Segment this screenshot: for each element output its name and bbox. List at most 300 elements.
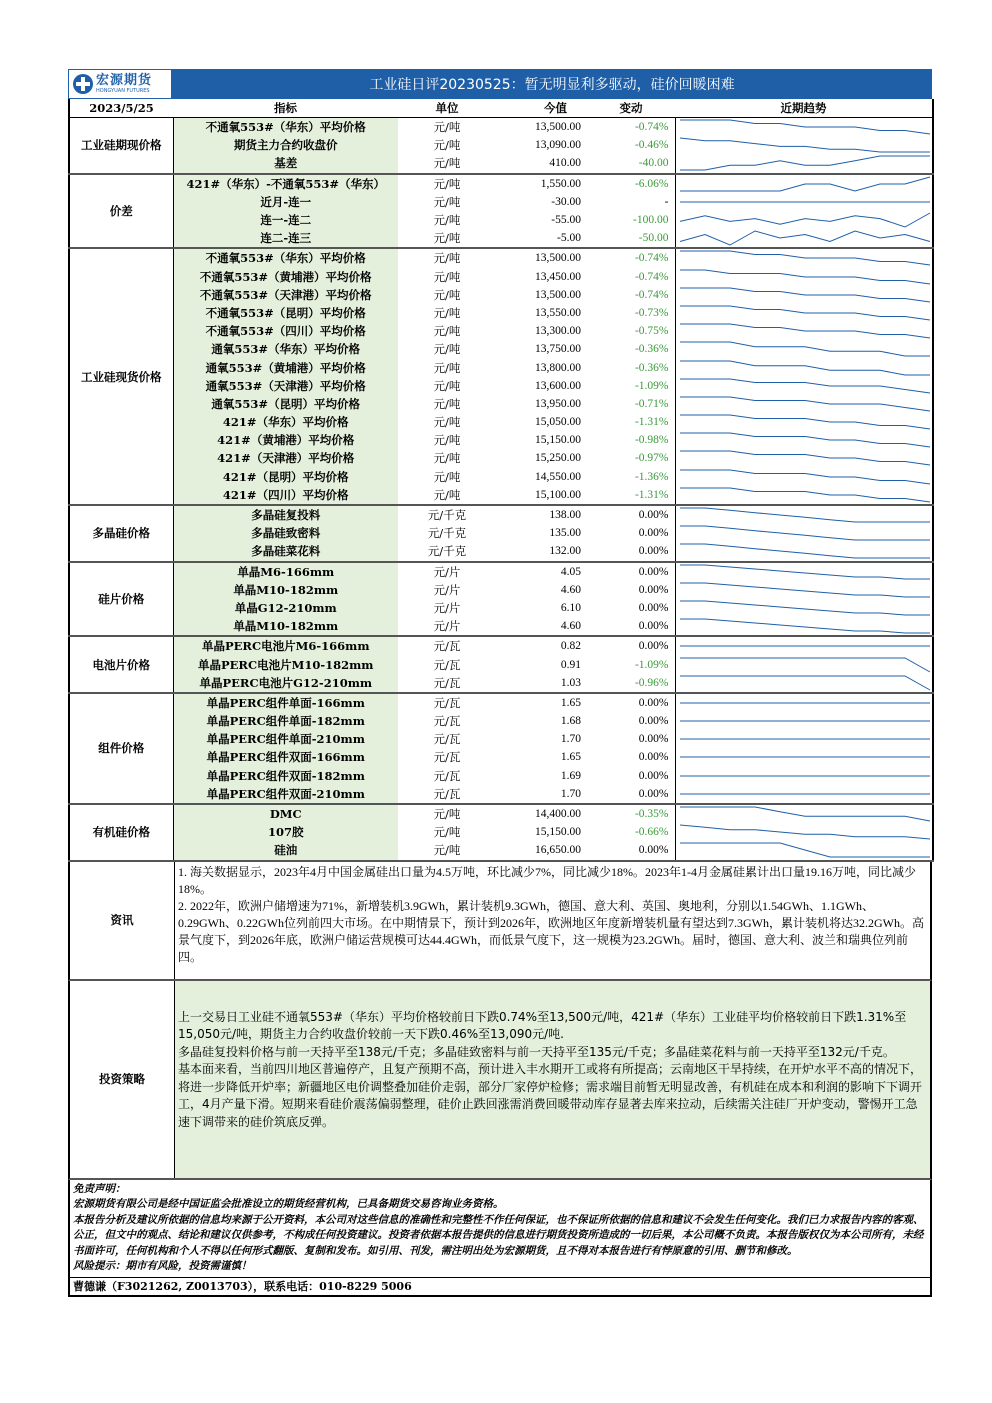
table-row (69, 449, 933, 467)
disclaimer-line: 本报告分析及建议所依据的信息均来源于公开资料，本公司对这些信息的准确性和完整性不作任何保证，也不保证所依据的信息和建议不会发生任何变化。我们已力求报告内容的客观、公正，但文中的观点、结论和建议仅供参考，不构成任何投资建议。投资者依据本报告提供的信息进行期货投资所造成的一切后果，本公司概不负责。本报告版权仅为本公司所有，未经书面许可，任何机构和个人不得以任何形式翻版、复制和发布。如引用、刊发，需注明出处为宏源期货，且不得对本报告进行有悖原意的引用、删节和修改。 (73, 1213, 924, 1257)
trend-sparkline (675, 730, 933, 748)
change-cell: -0.66% (634, 826, 669, 839)
change-cell: -0.36% (634, 361, 669, 374)
sparkline-series (680, 288, 930, 302)
sparkline-chart (678, 377, 932, 395)
indicator-name: 多晶硅复投料 (173, 505, 398, 524)
value-cell: 132.00 (496, 542, 587, 561)
trend-sparkline (675, 542, 933, 561)
table-row (69, 524, 933, 542)
value-cell: 13,800.00 (535, 361, 581, 374)
value-cell: 15,150.00 (535, 434, 581, 447)
table-row (69, 211, 933, 229)
sparkline-series (680, 306, 930, 320)
unit-cell: 元/吨 (398, 841, 496, 860)
unit-cell: 元/吨 (433, 138, 461, 153)
value-cell: 0.91 (560, 658, 581, 671)
news-content (175, 862, 930, 979)
indicator-name: 不通氧553#（华东）平均价格 (173, 248, 398, 267)
trend-sparkline (675, 599, 933, 617)
sparkline-chart (678, 229, 932, 247)
unit-cell: 元/片 (433, 564, 461, 579)
sparkline-chart (678, 211, 932, 229)
table-row (69, 562, 933, 581)
value-cell: 1,550.00 (540, 177, 581, 190)
unit-cell: 元/千克 (427, 508, 467, 523)
table-row (69, 136, 933, 154)
trend-sparkline (675, 581, 933, 599)
trend-sparkline (675, 413, 933, 431)
change-cell: -0.98% (634, 434, 669, 447)
trend-sparkline (675, 377, 933, 395)
trend-sparkline (675, 693, 933, 712)
trend-sparkline (675, 358, 933, 376)
logo-name-en: HONGYUAN FUTURES (96, 88, 150, 94)
category-label: 价差 (69, 174, 173, 249)
trend-sparkline (675, 468, 933, 486)
indicator-name: 硅油 (173, 841, 398, 860)
strategy-paragraph: 多晶硅复投料价格与前一天持平至138元/千克；多晶硅致密料与前一天持平至135元/千克；多晶硅菜花料与前一天持平至132元/千克。 (178, 1044, 895, 1059)
indicator-name: 单晶G12-210mm (173, 599, 398, 617)
value-cell: 15,250.00 (535, 452, 581, 465)
trend-sparkline (675, 431, 933, 449)
sparkline-series (680, 544, 930, 558)
value-cell: 13,750.00 (535, 343, 581, 356)
sparkline-chart (678, 823, 932, 841)
author-contact: 曹德谦（F3021262, Z0013703），联系电话：010-8229 5006 (68, 1278, 932, 1297)
sparkline-chart (678, 359, 932, 377)
sparkline-series (680, 342, 930, 356)
change-cell: -0.46% (634, 139, 669, 152)
trend-sparkline (675, 823, 933, 841)
sparkline-chart (678, 841, 932, 859)
news-paragraph: 1. 海关数据显示，2023年4月中国金属硅出口量为4.5万吨，环比减少7%，同比减少18%。2023年1-4月金属硅累计出口量19.16万吨，同比减少18%。 (178, 864, 916, 896)
news-label: 资讯 (70, 862, 175, 979)
table-row (69, 581, 933, 599)
company-logo (68, 69, 172, 99)
report-date: 2023/5/25 (69, 99, 173, 118)
unit-cell: 元/千克 (427, 526, 467, 541)
value-cell: 1.69 (560, 769, 581, 782)
disclaimer-section (68, 1180, 932, 1278)
category-label: 电池片价格 (69, 636, 173, 693)
value-cell: 13,500.00 (535, 288, 581, 301)
table-row (69, 248, 933, 267)
indicator-name: 多晶硅菜花料 (173, 542, 398, 561)
trend-sparkline (675, 229, 933, 248)
trend-sparkline (675, 268, 933, 286)
unit-cell: 元/吨 (433, 825, 461, 840)
change-cell: -40.00 (587, 154, 675, 173)
table-row (69, 505, 933, 524)
indicator-name: 通氧553#（天津港）平均价格 (173, 377, 398, 395)
sparkline-chart (678, 694, 932, 712)
change-cell: 0.00% (587, 542, 675, 561)
change-cell: -0.74% (634, 270, 669, 283)
unit-cell: 元/吨 (433, 415, 461, 430)
report-header (68, 69, 932, 99)
sparkline-chart (678, 431, 932, 449)
sparkline-chart (678, 506, 932, 524)
table-row (69, 377, 933, 395)
indicator-name: 连二-连三 (173, 229, 398, 248)
sparkline-series (680, 619, 930, 633)
table-row (69, 431, 933, 449)
change-cell: -0.73% (634, 306, 669, 319)
value-cell: 1.68 (560, 715, 581, 728)
value-cell: 138.00 (549, 509, 581, 522)
indicator-name: 通氧553#（昆明）平均价格 (173, 395, 398, 413)
change-cell: -1.09% (634, 379, 669, 392)
trend-sparkline (675, 505, 933, 524)
unit-cell: 元/吨 (433, 360, 461, 375)
value-cell: 15,050.00 (535, 416, 581, 429)
sparkline-series (680, 508, 930, 522)
sparkline-series (680, 807, 930, 821)
sparkline-chart (678, 304, 932, 322)
report-title: 工业硅日评20230525：暂无明显利多驱动，硅价回暖困难 (172, 69, 932, 99)
change-cell: 0.00% (638, 715, 669, 728)
change-cell: -0.75% (634, 325, 669, 338)
sparkline-series (680, 120, 930, 134)
table-row (69, 304, 933, 322)
unit-cell: 元/吨 (433, 176, 461, 191)
table-row (69, 823, 933, 841)
unit-cell: 元/吨 (433, 213, 461, 228)
indicator-name: 通氧553#（黄埔港）平均价格 (173, 358, 398, 376)
indicator-name: 单晶M10-182mm (173, 581, 398, 599)
sparkline-chart (678, 748, 932, 766)
indicator-name: 107胶 (173, 823, 398, 841)
change-cell: -0.36% (634, 343, 669, 356)
unit-cell: 元/吨 (433, 807, 461, 822)
value-cell: 16,650.00 (496, 841, 587, 860)
unit-cell: 元/吨 (433, 287, 461, 302)
unit-cell: 元/瓦 (433, 768, 461, 783)
table-row (69, 468, 933, 486)
trend-sparkline (675, 804, 933, 823)
unit-cell: 元/吨 (433, 305, 461, 320)
trend-sparkline (675, 211, 933, 229)
trend-sparkline (675, 486, 933, 505)
indicator-name: 多晶硅致密料 (173, 524, 398, 542)
unit-cell: 元/瓦 (433, 657, 461, 672)
sparkline-chart (678, 118, 932, 136)
change-cell: -1.09% (634, 658, 669, 671)
value-cell: 1.65 (560, 751, 581, 764)
sparkline-chart (678, 542, 932, 560)
trend-sparkline (675, 304, 933, 322)
value-cell: 13,450.00 (535, 270, 581, 283)
table-row (69, 712, 933, 730)
table-row (69, 748, 933, 766)
sparkline-series (680, 213, 930, 227)
sparkline-series (680, 415, 930, 429)
disclaimer-title: 免责声明： (73, 1182, 126, 1195)
value-cell: 13,950.00 (535, 397, 581, 410)
indicator-name: 单晶PERC组件单面-210mm (173, 730, 398, 748)
value-cell: 13,500.00 (535, 121, 581, 134)
unit-cell: 元/片 (398, 617, 496, 636)
table-row (69, 841, 933, 860)
sparkline-chart (678, 674, 932, 692)
trend-sparkline (675, 636, 933, 655)
indicator-name: 连一-连二 (173, 211, 398, 229)
col-indicator: 指标 (173, 99, 398, 118)
category-label: 多晶硅价格 (69, 505, 173, 562)
trend-sparkline (675, 674, 933, 693)
value-cell: 4.60 (496, 617, 587, 636)
sparkline-chart (678, 599, 932, 617)
table-row (69, 804, 933, 823)
unit-cell: 元/瓦 (433, 714, 461, 729)
indicator-name: DMC (173, 804, 398, 823)
trend-sparkline (675, 449, 933, 467)
unit-cell: 元/吨 (433, 396, 461, 411)
value-cell: -30.00 (551, 195, 581, 208)
indicator-name: 421#（昆明）平均价格 (173, 468, 398, 486)
sparkline-chart (678, 193, 932, 211)
value-cell: 135.00 (549, 527, 581, 540)
unit-cell: 元/吨 (433, 194, 461, 209)
strategy-label: 投资策略 (70, 981, 175, 1178)
sparkline-series (680, 565, 930, 579)
unit-cell: 元/瓦 (398, 674, 496, 693)
change-cell: 0.00% (587, 617, 675, 636)
trend-sparkline (675, 841, 933, 860)
value-cell: -55.00 (551, 214, 581, 227)
value-cell: 13,300.00 (535, 325, 581, 338)
sparkline-chart (678, 805, 932, 823)
value-cell: -5.00 (496, 229, 587, 248)
trend-sparkline (675, 193, 933, 211)
unit-cell: 元/吨 (433, 251, 461, 266)
change-cell: 0.00% (587, 785, 675, 804)
change-cell: - (664, 195, 669, 208)
table-row (69, 322, 933, 340)
table-row (69, 268, 933, 286)
sparkline-series (680, 583, 930, 597)
change-cell: -0.74% (634, 121, 669, 134)
category-label: 工业硅现货价格 (69, 248, 173, 505)
strategy-section (68, 981, 932, 1180)
table-row (69, 174, 933, 193)
change-cell: 0.00% (638, 640, 669, 653)
strategy-paragraph: 基本面来看，当前四川地区普遍停产，且复产预期不高，预计进入丰水期开工或将有所提高；云南地区干旱持续，在开炉水平不高的情况下，将进一步降低开炉率；新疆地区电价调整叠加硅价走弱，部分厂家停炉检修；需求端目前暂无明显改善，有机硅在成本和利润的影响下下调开工，4月产量下滑。短期来看硅价震荡偏弱整理，硅价止跌回涨需消费回暖带动库存显著去库来拉动，后续需关注硅厂开炉变动，警惕开工急速下调带来的硅价筑底反弹。 (178, 1062, 923, 1129)
sparkline-series (680, 676, 930, 690)
change-cell: 0.00% (638, 527, 669, 540)
value-cell: 1.03 (496, 674, 587, 693)
sparkline-series (680, 433, 930, 447)
trend-sparkline (675, 562, 933, 581)
unit-cell: 元/片 (433, 600, 461, 615)
change-cell: -1.36% (634, 470, 669, 483)
value-cell: 15,150.00 (535, 826, 581, 839)
value-cell: 13,500.00 (535, 252, 581, 265)
value-cell: 6.10 (560, 601, 581, 614)
change-cell: 0.00% (638, 751, 669, 764)
sparkline-chart (678, 785, 932, 803)
trend-sparkline (675, 524, 933, 542)
value-cell: 13,600.00 (535, 379, 581, 392)
sparkline-series (680, 324, 930, 338)
trend-sparkline (675, 767, 933, 785)
unit-cell: 元/吨 (398, 486, 496, 505)
trend-sparkline (675, 136, 933, 154)
value-cell: 13,550.00 (535, 306, 581, 319)
change-cell: 0.00% (638, 583, 669, 596)
col-value: 今值 (496, 99, 587, 118)
indicator-name: 不通氧553#（黄埔港）平均价格 (173, 268, 398, 286)
table-row (69, 655, 933, 673)
table-row (69, 617, 933, 636)
sparkline-series (680, 177, 930, 191)
trend-sparkline (675, 340, 933, 358)
value-cell: 14,550.00 (535, 470, 581, 483)
change-cell: -0.97% (634, 452, 669, 465)
sparkline-series (680, 658, 930, 672)
table-row (69, 599, 933, 617)
unit-cell: 元/瓦 (433, 639, 461, 654)
trend-sparkline (675, 174, 933, 193)
indicator-name: 421#（华东）-不通氧553#（华东） (173, 174, 398, 193)
change-cell: 0.00% (638, 509, 669, 522)
report-sheet (68, 69, 932, 1297)
indicator-name: 不通氧553#（华东）平均价格 (173, 118, 398, 137)
table-row (69, 340, 933, 358)
sparkline-chart (678, 322, 932, 340)
sparkline-series (680, 379, 930, 393)
unit-cell: 元/吨 (398, 154, 496, 173)
col-trend: 近期趋势 (675, 99, 933, 118)
table-row (69, 395, 933, 413)
sparkline-chart (678, 712, 932, 730)
change-cell: -1.31% (587, 486, 675, 505)
table-row (69, 413, 933, 431)
indicator-name: 单晶PERC组件双面-166mm (173, 748, 398, 766)
sparkline-series (680, 251, 930, 265)
change-cell: -0.71% (634, 397, 669, 410)
indicator-name: 单晶M6-166mm (173, 562, 398, 581)
indicator-name: 421#（华东）平均价格 (173, 413, 398, 431)
sparkline-chart (678, 249, 932, 267)
unit-cell: 元/吨 (433, 378, 461, 393)
trend-sparkline (675, 712, 933, 730)
change-cell: 0.00% (638, 696, 669, 709)
price-table (68, 99, 934, 862)
sparkline-series (680, 526, 930, 540)
trend-sparkline (675, 655, 933, 673)
indicator-name: 单晶M10-182mm (173, 617, 398, 636)
change-cell: 0.00% (587, 841, 675, 860)
table-row (69, 730, 933, 748)
sparkline-series (680, 397, 930, 411)
change-cell: -6.06% (634, 177, 669, 190)
indicator-name: 基差 (173, 154, 398, 173)
indicator-name: 单晶PERC组件单面-182mm (173, 712, 398, 730)
sparkline-chart (678, 413, 932, 431)
news-section (68, 862, 932, 981)
strategy-content (175, 981, 930, 1178)
logo-mark-icon (73, 74, 93, 94)
unit-cell: 元/吨 (433, 433, 461, 448)
indicator-name: 通氧553#（华东）平均价格 (173, 340, 398, 358)
sparkline-series (680, 825, 930, 839)
trend-sparkline (675, 785, 933, 804)
value-cell: 13,090.00 (535, 139, 581, 152)
trend-sparkline (675, 617, 933, 636)
risk-warning: 风险提示：期市有风险，投资需谨慎！ (73, 1260, 252, 1272)
unit-cell: 元/吨 (433, 451, 461, 466)
sparkline-series (680, 601, 930, 615)
indicator-name: 单晶PERC电池片M10-182mm (173, 655, 398, 673)
value-cell: 1.65 (560, 696, 581, 709)
sparkline-chart (678, 468, 932, 486)
sparkline-chart (678, 524, 932, 542)
table-header-row (69, 99, 933, 118)
table-row (69, 636, 933, 655)
trend-sparkline (675, 118, 933, 137)
value-cell: 0.82 (560, 640, 581, 653)
unit-cell: 元/吨 (433, 342, 461, 357)
indicator-name: 单晶PERC电池片M6-166mm (173, 636, 398, 655)
table-row (69, 767, 933, 785)
sparkline-chart (678, 581, 932, 599)
sparkline-chart (678, 486, 932, 504)
category-label: 工业硅期现价格 (69, 118, 173, 174)
category-label: 硅片价格 (69, 562, 173, 637)
table-row (69, 785, 933, 804)
table-row (69, 154, 933, 173)
change-cell: -0.96% (587, 674, 675, 693)
sparkline-chart (678, 136, 932, 154)
indicator-name: 不通氧553#（四川）平均价格 (173, 322, 398, 340)
unit-cell: 元/吨 (433, 324, 461, 339)
unit-cell: 元/吨 (433, 469, 461, 484)
sparkline-chart (678, 563, 932, 581)
value-cell: 410.00 (496, 154, 587, 173)
news-paragraph: 2. 2022年，欧洲户储增速为71%，新增装机3.9GWh，累计装机9.3GWh，德国、意大利、英国、奥地利，分别以1.54GWh、1.1GWh、0.29GWh、0.22GWh位列前四大市场。在中期情景下，预计到2026年，欧洲地区年度新增装机量有望达到7.3GWh，累计装机将达32.2GWh。高景气度下，到2026年底，欧洲户储运营规模可达44.4GWh，而低景气度下，这一规模为23.2GWh。届时，德国、意大利、波兰和瑞典位列前四。 (178, 898, 924, 964)
value-cell: 1.70 (560, 733, 581, 746)
value-cell: 15,100.00 (496, 486, 587, 505)
sparkline-series (680, 470, 930, 484)
value-cell: 4.60 (560, 583, 581, 596)
category-label: 有机硅价格 (69, 804, 173, 861)
strategy-paragraph: 上一交易日工业硅不通氧553#（华东）平均价格较前日下跌0.74%至13,500元/吨，421#（华东）工业硅平均价格较前日下跌1.31%至15,050元/吨，期货主力合约收盘价较前一天下跌0.46%至13,090元/吨. (178, 1009, 907, 1041)
unit-cell: 元/千克 (398, 542, 496, 561)
sparkline-series (680, 231, 930, 245)
sparkline-series (680, 488, 930, 502)
change-cell: -0.74% (634, 252, 669, 265)
sparkline-chart (678, 286, 932, 304)
unit-cell: 元/吨 (433, 269, 461, 284)
sparkline-series (680, 138, 930, 152)
indicator-name: 单晶PERC组件双面-182mm (173, 767, 398, 785)
trend-sparkline (675, 286, 933, 304)
sparkline-series (680, 843, 930, 857)
value-cell: 14,400.00 (535, 808, 581, 821)
trend-sparkline (675, 248, 933, 267)
change-cell: 0.00% (638, 565, 669, 578)
change-cell: -0.35% (634, 808, 669, 821)
category-label: 组件价格 (69, 693, 173, 804)
change-cell: -0.74% (634, 288, 669, 301)
indicator-name: 单晶PERC组件双面-210mm (173, 785, 398, 804)
unit-cell: 元/瓦 (433, 695, 461, 710)
col-unit: 单位 (398, 99, 496, 118)
indicator-name: 单晶PERC组件单面-166mm (173, 693, 398, 712)
sparkline-series (680, 451, 930, 465)
